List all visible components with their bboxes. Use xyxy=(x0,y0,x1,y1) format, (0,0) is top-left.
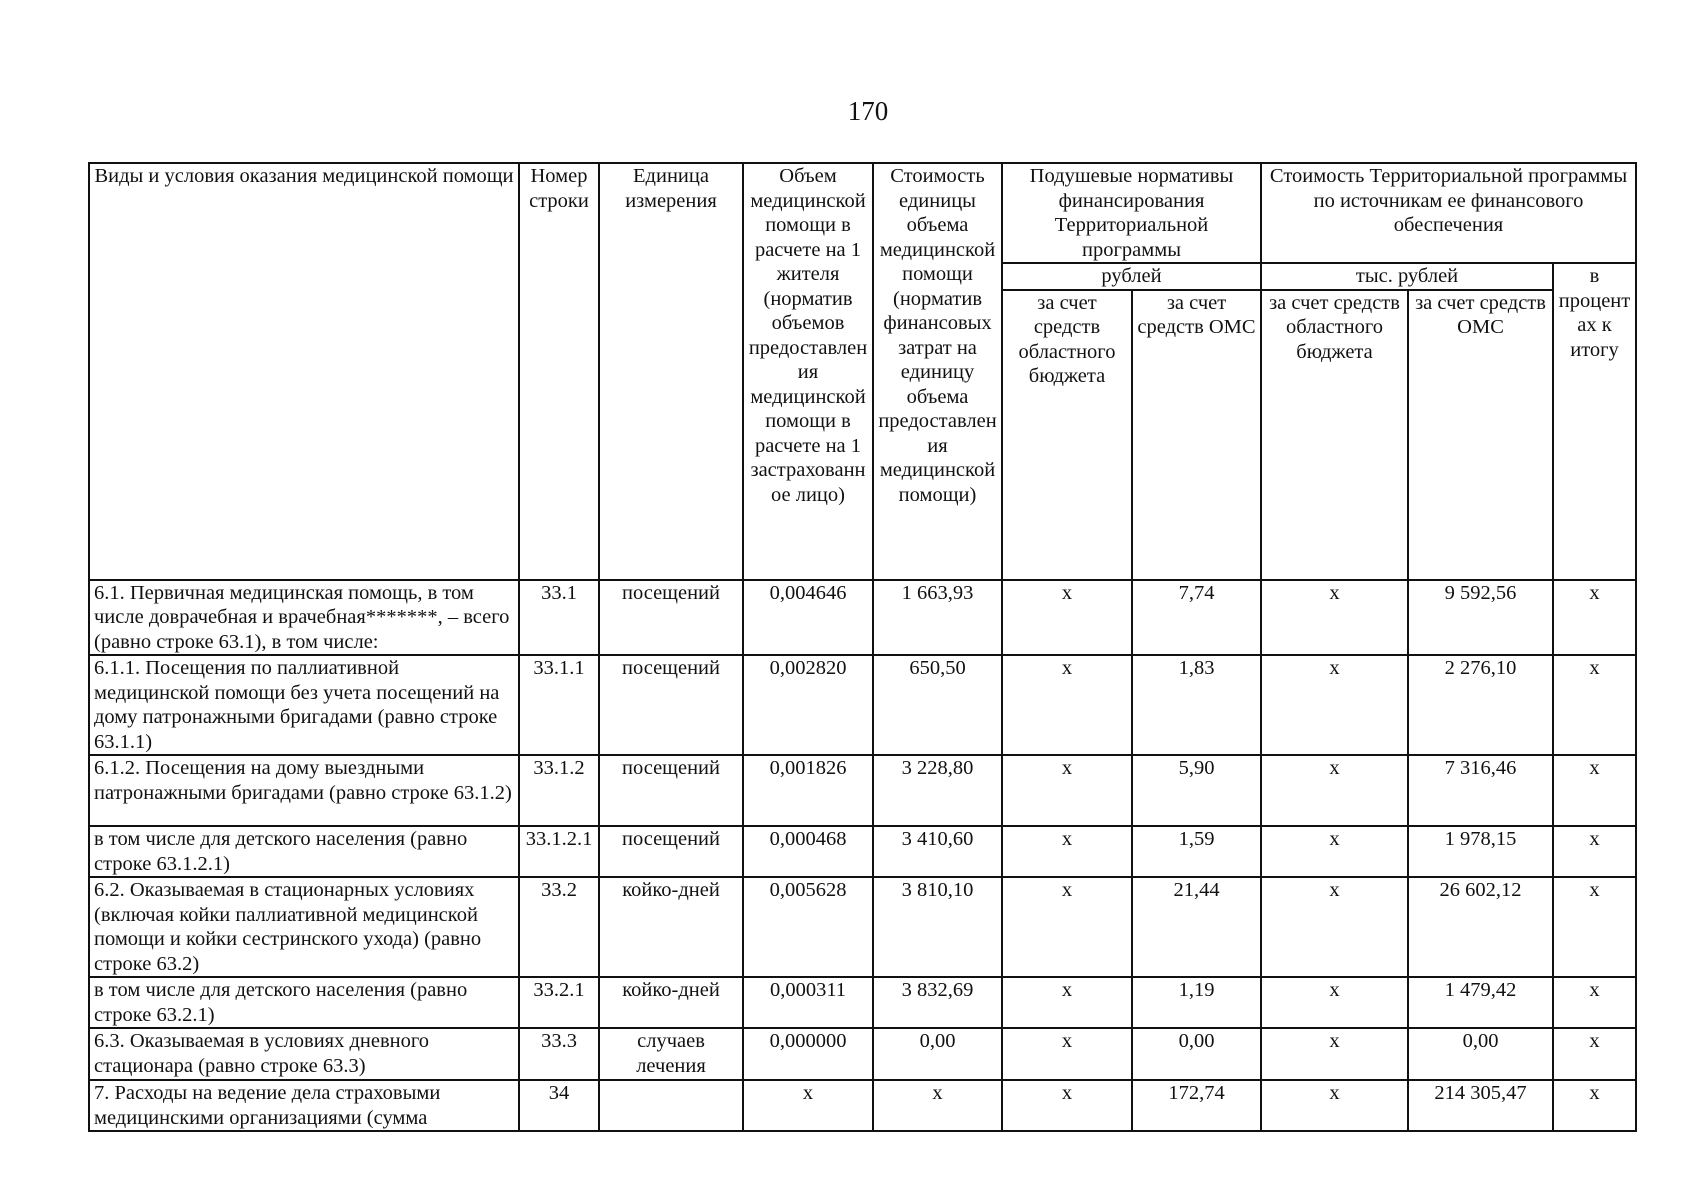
row-name: 6.2. Оказываемая в стационарных условиях (включая койки паллиативной медицинской помощи и койки сестринского ухода) (равно строке 63.2) xyxy=(89,877,519,977)
row-unit: посещений xyxy=(599,755,743,826)
header-row-number: Номер строки xyxy=(519,163,599,580)
row-number: 33.2.1 xyxy=(519,977,599,1028)
row-unit xyxy=(599,1080,743,1131)
row-cost-budget: х xyxy=(1261,655,1408,755)
row-cost-oms: 1 479,42 xyxy=(1408,977,1553,1028)
row-cost-oms: 7 316,46 xyxy=(1408,755,1553,826)
row-cost-oms: 1 978,15 xyxy=(1408,826,1553,877)
table-row xyxy=(89,755,1636,826)
row-name: в том числе для детского населения (равно строке 63.1.2.1) xyxy=(89,826,519,877)
row-norm-budget: х xyxy=(1002,755,1132,826)
row-unit: посещений xyxy=(599,580,743,656)
row-norm-oms: 0,00 xyxy=(1132,1028,1261,1080)
row-norm-oms: 5,90 xyxy=(1132,755,1261,826)
row-volume: 0,001826 xyxy=(743,755,873,826)
row-percent: х xyxy=(1553,1080,1636,1131)
row-unit: случаев лечения xyxy=(599,1028,743,1080)
row-norm-budget: х xyxy=(1002,1080,1132,1131)
row-percent: х xyxy=(1553,877,1636,977)
row-percent: х xyxy=(1553,755,1636,826)
row-cost-oms: 0,00 xyxy=(1408,1028,1553,1080)
row-name: 7. Расходы на ведение дела страховыми медицинскими организациями (сумма xyxy=(89,1080,519,1131)
financing-table xyxy=(88,162,1637,1132)
row-name: 6.1.1. Посещения по паллиативной медицинской помощи без учета посещений на дому патронажными бригадами (равно строке 63.1.1) xyxy=(89,655,519,755)
row-cost: 3 228,80 xyxy=(873,755,1002,826)
header-group-norms: Подушевые нормативы финансирования Территориальной программы xyxy=(1002,163,1261,263)
header-unit: Единица измерения xyxy=(599,163,743,580)
row-norm-budget: х xyxy=(1002,655,1132,755)
row-name: 6.1. Первичная медицинская помощь, в том числе доврачебная и врачебная*******, – всего (равно строке 63.1), в том числе: xyxy=(89,580,519,656)
row-cost: 0,00 xyxy=(873,1028,1002,1080)
table-row xyxy=(89,977,1636,1028)
row-volume: 0,000000 xyxy=(743,1028,873,1080)
row-number: 33.1.2 xyxy=(519,755,599,826)
row-name: в том числе для детского населения (равно строке 63.2.1) xyxy=(89,977,519,1028)
row-percent: х xyxy=(1553,977,1636,1028)
row-norm-oms: 1,19 xyxy=(1132,977,1261,1028)
row-number: 33.1.1 xyxy=(519,655,599,755)
row-percent: х xyxy=(1553,1028,1636,1080)
row-volume: 0,000468 xyxy=(743,826,873,877)
row-norm-budget: х xyxy=(1002,977,1132,1028)
row-cost-budget: х xyxy=(1261,755,1408,826)
row-unit: койко-дней xyxy=(599,977,743,1028)
table-row xyxy=(89,826,1636,877)
table-row xyxy=(89,877,1636,977)
row-cost: 3 810,10 xyxy=(873,877,1002,977)
row-cost: 3 410,60 xyxy=(873,826,1002,877)
header-unit-rub: рублей xyxy=(1002,263,1261,290)
page-number: 170 xyxy=(847,96,889,126)
header-cost-budget: за счет средств областного бюджета xyxy=(1261,290,1408,580)
row-cost-budget: х xyxy=(1261,1028,1408,1080)
row-norm-oms: 172,74 xyxy=(1132,1080,1261,1131)
row-unit: посещений xyxy=(599,655,743,755)
row-cost-oms: 9 592,56 xyxy=(1408,580,1553,656)
row-cost-budget: х xyxy=(1261,877,1408,977)
table-row xyxy=(89,1080,1636,1131)
header-cost: Стоимость единицы объема медицинской помощи (норматив финансовых затрат на единицу объема предоставления медицинской помощи) xyxy=(873,163,1002,580)
row-cost-budget: х xyxy=(1261,580,1408,656)
row-norm-budget: х xyxy=(1002,826,1132,877)
row-volume: 0,004646 xyxy=(743,580,873,656)
row-cost-budget: х xyxy=(1261,826,1408,877)
row-volume: 0,002820 xyxy=(743,655,873,755)
row-number: 34 xyxy=(519,1080,599,1131)
row-cost: х xyxy=(873,1080,1002,1131)
row-number: 33.2 xyxy=(519,877,599,977)
table-row xyxy=(89,580,1636,656)
header-percent: в процентах к итогу xyxy=(1553,263,1636,580)
header-type: Виды и условия оказания медицинской помощи xyxy=(89,163,519,580)
row-percent: х xyxy=(1553,826,1636,877)
row-cost-oms: 2 276,10 xyxy=(1408,655,1553,755)
table-row xyxy=(89,655,1636,755)
row-number: 33.1.2.1 xyxy=(519,826,599,877)
row-cost: 3 832,69 xyxy=(873,977,1002,1028)
row-norm-oms: 1,59 xyxy=(1132,826,1261,877)
row-cost: 650,50 xyxy=(873,655,1002,755)
header-row xyxy=(89,163,1636,263)
row-volume: 0,000311 xyxy=(743,977,873,1028)
row-cost: 1 663,93 xyxy=(873,580,1002,656)
row-norm-oms: 21,44 xyxy=(1132,877,1261,977)
header-norm-budget: за счет средств областного бюджета xyxy=(1002,290,1132,580)
row-cost-oms: 214 305,47 xyxy=(1408,1080,1553,1131)
row-unit: койко-дней xyxy=(599,877,743,977)
header-norm-oms: за счет средств ОМС xyxy=(1132,290,1261,580)
row-percent: х xyxy=(1553,580,1636,656)
row-volume: 0,005628 xyxy=(743,877,873,977)
row-cost-budget: х xyxy=(1261,1080,1408,1131)
header-unit-thousand-rub: тыс. рублей xyxy=(1261,263,1553,290)
row-norm-budget: х xyxy=(1002,877,1132,977)
row-unit: посещений xyxy=(599,826,743,877)
row-norm-oms: 7,74 xyxy=(1132,580,1261,656)
header-cost-oms: за счет средств ОМС xyxy=(1408,290,1553,580)
row-norm-oms: 1,83 xyxy=(1132,655,1261,755)
row-norm-budget: х xyxy=(1002,1028,1132,1080)
row-cost-budget: х xyxy=(1261,977,1408,1028)
row-percent: х xyxy=(1553,655,1636,755)
header-volume: Объем медицинской помощи в расчете на 1 жителя (норматив объемов предоставления медицинской помощи в расчете на 1 застрахованное лицо) xyxy=(743,163,873,580)
table-row xyxy=(89,1028,1636,1080)
header-group-cost: Стоимость Территориальной программы по источникам ее финансового обеспечения xyxy=(1261,163,1636,263)
row-cost-oms: 26 602,12 xyxy=(1408,877,1553,977)
row-norm-budget: х xyxy=(1002,580,1132,656)
row-name: 6.1.2. Посещения на дому выездными патронажными бригадами (равно строке 63.1.2) xyxy=(89,755,519,826)
row-volume: х xyxy=(743,1080,873,1131)
row-number: 33.3 xyxy=(519,1028,599,1080)
row-name: 6.3. Оказываемая в условиях дневного стационара (равно строке 63.3) xyxy=(89,1028,519,1080)
row-number: 33.1 xyxy=(519,580,599,656)
